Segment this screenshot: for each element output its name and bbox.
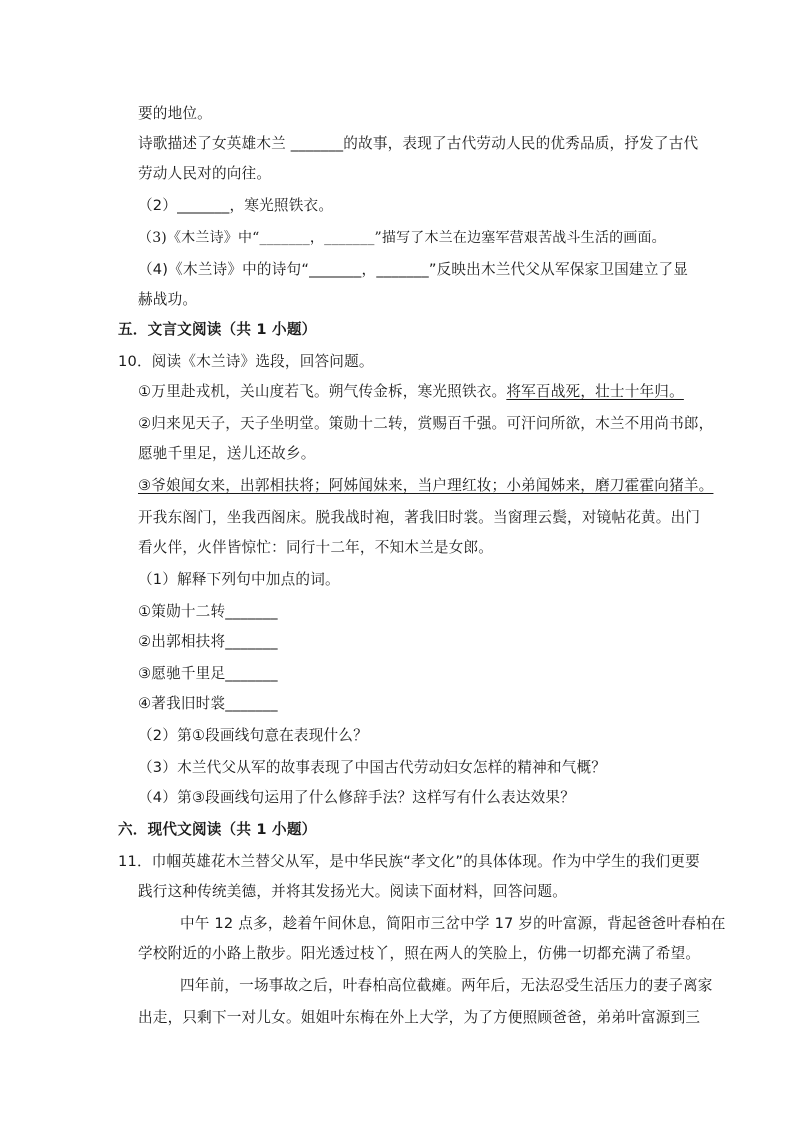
passage-line: 开我东阁门，坐我西阁床。脱我战时袍，著我旧时裳。当窗理云鬓，对镜帖花黄。出门 — [138, 509, 701, 526]
question-stem: 10．阅读《木兰诗》选段，回答问题。 — [118, 353, 374, 370]
section-heading: 六．现代文阅读（共 1 小题） — [118, 821, 317, 838]
underlined-sentence: 将军百战死，壮士十年归。 — [506, 383, 684, 400]
text-line: 赫战功。 — [138, 291, 198, 308]
sub-item: ③愿驰千里足_______ — [138, 665, 278, 682]
sub-item: ①策勋十二转_______ — [138, 603, 278, 620]
sub-question: （3）木兰代父从军的故事表现了中国古代劳动妇女怎样的精神和气概？ — [138, 759, 607, 776]
question-stem: 践行这种传统美德，并将其发扬光大。阅读下面材料，回答问题。 — [138, 883, 568, 900]
passage-line: 看火伴，火伴皆惊忙：同行十二年，不知木兰是女郎。 — [138, 539, 494, 556]
reading-paragraph: 四年前，一场事故之后，叶春柏高位截瘫。两年后，无法忍受生活压力的妻子离家 — [180, 977, 713, 994]
question-stem: 11．巾帼英雄花木兰替父从军，是中华民族“孝文化”的具体体现。作为中学生的我们更要 — [118, 853, 700, 870]
text-line: （3)《木兰诗》中“_______，_______”描写了木兰在边塞军营艰苦战斗生活的画面。 — [138, 230, 666, 246]
text-line: 诗歌描述了女英雄木兰 _______的故事，表现了古代劳动人民的优秀品质，抒发了古代 — [138, 135, 699, 152]
sub-item: ②出郭相扶将_______ — [138, 633, 278, 650]
text-line: （2）_______，寒光照铁衣。 — [138, 197, 334, 214]
sub-question: （1）解释下列句中加点的词。 — [138, 571, 340, 588]
text-line: 劳动人民对的向往。 — [138, 165, 272, 182]
text-line: （4)《木兰诗》中的诗句“_______，_______”反映出木兰代父从军保家卫国建立了显 — [138, 261, 689, 278]
sub-question: （4）第③段画线句运用了什么修辞手法？这样写有什么表达效果？ — [138, 789, 575, 806]
passage-line: 愿驰千里足，送儿还故乡。 — [138, 445, 316, 462]
passage-line: ②归来见天子，天子坐明堂。策勋十二转，赏赐百千强。可汗问所欲，木兰不用尚书郎， — [138, 415, 714, 432]
section-heading: 五．文言文阅读（共 1 小题） — [118, 321, 317, 338]
text-line: 要的地位。 — [138, 105, 212, 122]
underlined-sentence: ③爷娘闻女来，出郭相扶将；阿姊闻妹来，当户理红妆；小弟闻姊来，磨刀霍霍向猪羊。 — [138, 477, 714, 494]
reading-paragraph: 出走，只剩下一对儿女。姐姐叶东梅在外上大学，为了方便照顾爸爸，弟弟叶富源到三 — [138, 1009, 701, 1026]
sub-item: ④著我旧时裳_______ — [138, 695, 278, 712]
passage-line — [138, 382, 684, 402]
reading-paragraph: 学校附近的小路上散步。阳光透过枝丫，照在两人的笑脸上，仿佛一切都充满了希望。 — [138, 945, 701, 962]
sub-question: （2）第①段画线句意在表现什么？ — [138, 727, 368, 744]
reading-paragraph: 中午 12 点多，趁着午间休息，简阳市三岔中学 17 岁的叶富源，背起爸爸叶春柏在 — [180, 915, 726, 932]
passage-text: ①万里赴戎机，关山度若飞。朔气传金柝，寒光照铁衣。 — [138, 383, 507, 400]
